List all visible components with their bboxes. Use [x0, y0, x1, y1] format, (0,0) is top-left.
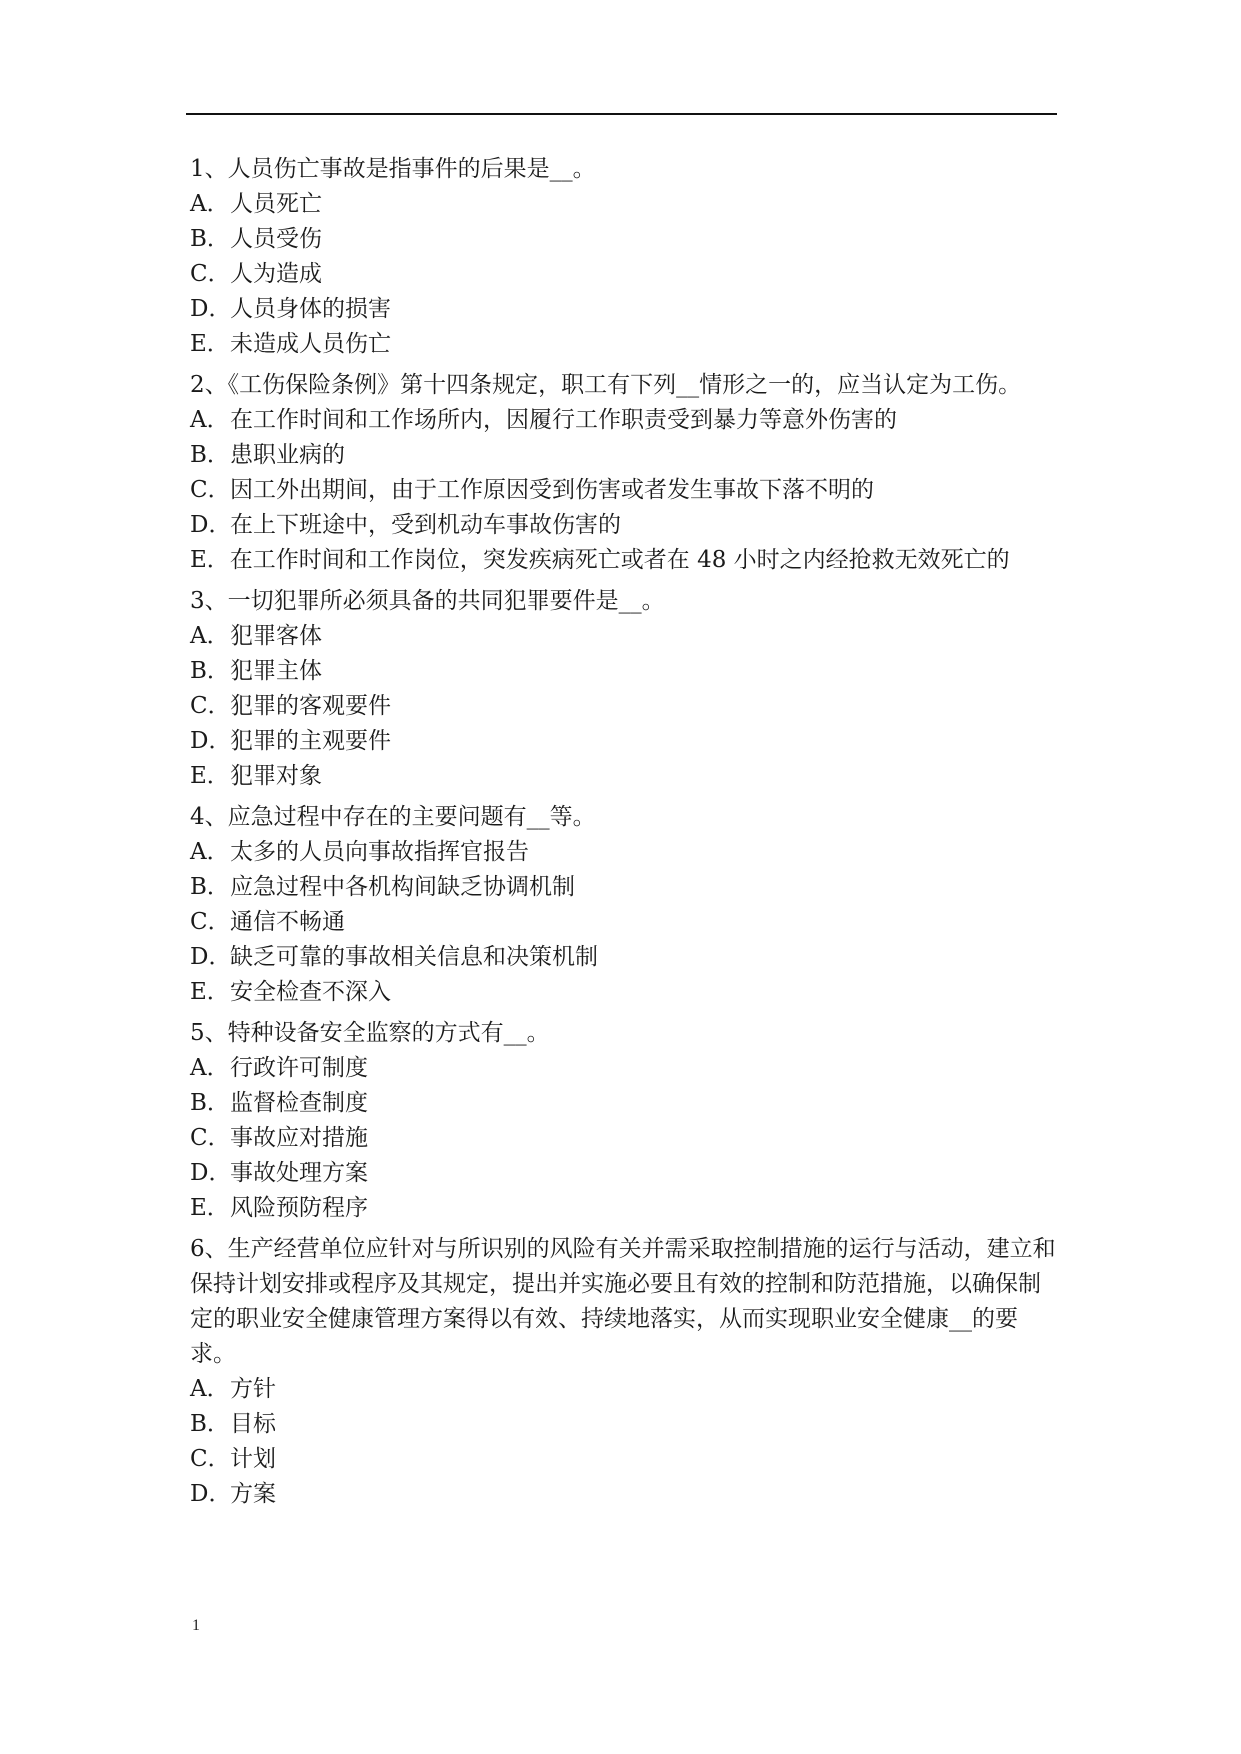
question-stem: 3、一切犯罪所必须具备的共同犯罪要件是__。 — [190, 588, 665, 614]
option-text: 人为造成 — [230, 261, 322, 287]
option-d — [190, 724, 1060, 759]
option-text: 在上下班途中，受到机动车事故伤害的 — [230, 512, 621, 538]
option-text: 目标 — [230, 1411, 276, 1437]
option-letter: C． — [190, 693, 231, 719]
option-letter: E． — [190, 1195, 230, 1221]
option-text: 犯罪对象 — [230, 763, 322, 789]
option-letter: D． — [190, 728, 232, 754]
option-text: 人员身体的损害 — [230, 296, 391, 322]
option-b — [190, 438, 1060, 473]
option-letter: A． — [190, 1376, 230, 1402]
option-text: 风险预防程序 — [230, 1195, 368, 1221]
question-stem: 4、应急过程中存在的主要问题有__等。 — [190, 804, 596, 830]
option-text: 太多的人员向事故指挥官报告 — [230, 839, 529, 865]
option-d — [190, 508, 1060, 543]
option-text: 犯罪的客观要件 — [230, 693, 391, 719]
option-text: 未造成人员伤亡 — [230, 331, 391, 357]
option-d — [190, 940, 1060, 975]
option-a — [190, 619, 1060, 654]
option-e — [190, 1191, 1060, 1226]
option-a — [190, 835, 1060, 870]
option-text: 在工作时间和工作场所内，因履行工作职责受到暴力等意外伤害的 — [230, 407, 897, 433]
option-text: 缺乏可靠的事故相关信息和决策机制 — [230, 944, 598, 970]
option-letter: D． — [190, 1481, 232, 1507]
question-6 — [190, 1232, 1060, 1512]
question-stem: 2、《工伤保险条例》第十四条规定，职工有下列__情形之一的，应当认定为工伤。 — [190, 372, 1022, 398]
option-text: 行政许可制度 — [230, 1055, 368, 1081]
option-letter: E． — [190, 763, 230, 789]
question-2 — [190, 368, 1060, 578]
option-c — [190, 689, 1060, 724]
option-b — [190, 222, 1060, 257]
option-letter: C． — [190, 1125, 231, 1151]
option-letter: B． — [190, 442, 230, 468]
option-c — [190, 1121, 1060, 1156]
question-3 — [190, 584, 1060, 794]
option-letter: B． — [190, 1411, 230, 1437]
option-a — [190, 403, 1060, 438]
option-letter: A． — [190, 1055, 230, 1081]
option-e-wrapped — [190, 543, 1060, 578]
option-b — [190, 1407, 1060, 1442]
option-letter: A． — [190, 191, 230, 217]
option-letter: A． — [190, 839, 230, 865]
option-e — [190, 759, 1060, 794]
option-e — [190, 327, 1060, 362]
option-c — [190, 257, 1060, 292]
question-4 — [190, 800, 1060, 1010]
question-stem: 6、生产经营单位应针对与所识别的风险有关并需采取控制措施的运行与活动，建立和保持计划安排或程序及其规定，提出并实施必要且有效的控制和防范措施，以确保制定的职业安全健康管理方案得以有效、持续地落实，从而实现职业安全健康__的要求。 — [190, 1236, 1056, 1367]
option-text: 人员死亡 — [230, 191, 322, 217]
option-letter: E． — [190, 979, 230, 1005]
option-text: 安全检查不深入 — [230, 979, 391, 1005]
option-d — [190, 1156, 1060, 1191]
question-1 — [190, 152, 1060, 362]
option-a — [190, 1051, 1060, 1086]
question-5 — [190, 1016, 1060, 1226]
option-d — [190, 1477, 1060, 1512]
option-text: 犯罪主体 — [230, 658, 322, 684]
option-text: 计划 — [230, 1446, 276, 1472]
option-text: 方针 — [230, 1376, 276, 1402]
option-letter: D． — [190, 512, 232, 538]
option-letter: B． — [190, 658, 230, 684]
option-letter: E． — [190, 547, 230, 573]
option-d — [190, 292, 1060, 327]
option-text: 因工外出期间，由于工作原因受到伤害或者发生事故下落不明的 — [230, 477, 874, 503]
option-letter: B． — [190, 1090, 230, 1116]
option-letter: E． — [190, 331, 230, 357]
option-text: 通信不畅通 — [230, 909, 345, 935]
page-number: 1 — [192, 1617, 200, 1634]
option-text: 患职业病的 — [230, 442, 345, 468]
option-letter: B． — [190, 226, 230, 252]
option-text: 事故应对措施 — [230, 1125, 368, 1151]
option-text: 犯罪的主观要件 — [230, 728, 391, 754]
option-letter: C． — [190, 261, 231, 287]
option-text: 应急过程中各机构间缺乏协调机制 — [230, 874, 575, 900]
question-list — [190, 152, 1060, 1518]
option-letter: B． — [190, 874, 230, 900]
option-letter: D． — [190, 296, 232, 322]
option-letter: C． — [190, 1446, 231, 1472]
option-text: 在工作时间和工作岗位，突发疾病死亡或者在 48 小时之内经抢救无效死亡的 — [229, 547, 1010, 573]
option-a — [190, 1372, 1060, 1407]
option-c — [190, 905, 1060, 940]
option-a — [190, 187, 1060, 222]
option-b — [190, 654, 1060, 689]
option-letter: A． — [190, 407, 230, 433]
question-stem: 1、人员伤亡事故是指事件的后果是__。 — [190, 156, 596, 182]
option-text: 监督检查制度 — [230, 1090, 368, 1116]
option-c — [190, 1442, 1060, 1477]
option-text: 人员受伤 — [230, 226, 322, 252]
option-text: 犯罪客体 — [230, 623, 322, 649]
option-b — [190, 870, 1060, 905]
question-stem: 5、特种设备安全监察的方式有__。 — [190, 1020, 550, 1046]
option-text: 方案 — [230, 1481, 276, 1507]
option-letter: D． — [190, 944, 232, 970]
option-b — [190, 1086, 1060, 1121]
option-letter: D． — [190, 1160, 232, 1186]
option-text: 事故处理方案 — [230, 1160, 368, 1186]
option-c — [190, 473, 1060, 508]
header-rule — [186, 113, 1057, 115]
option-letter: C． — [190, 477, 231, 503]
option-e — [190, 975, 1060, 1010]
option-letter: A． — [190, 623, 230, 649]
option-letter: C． — [190, 909, 231, 935]
